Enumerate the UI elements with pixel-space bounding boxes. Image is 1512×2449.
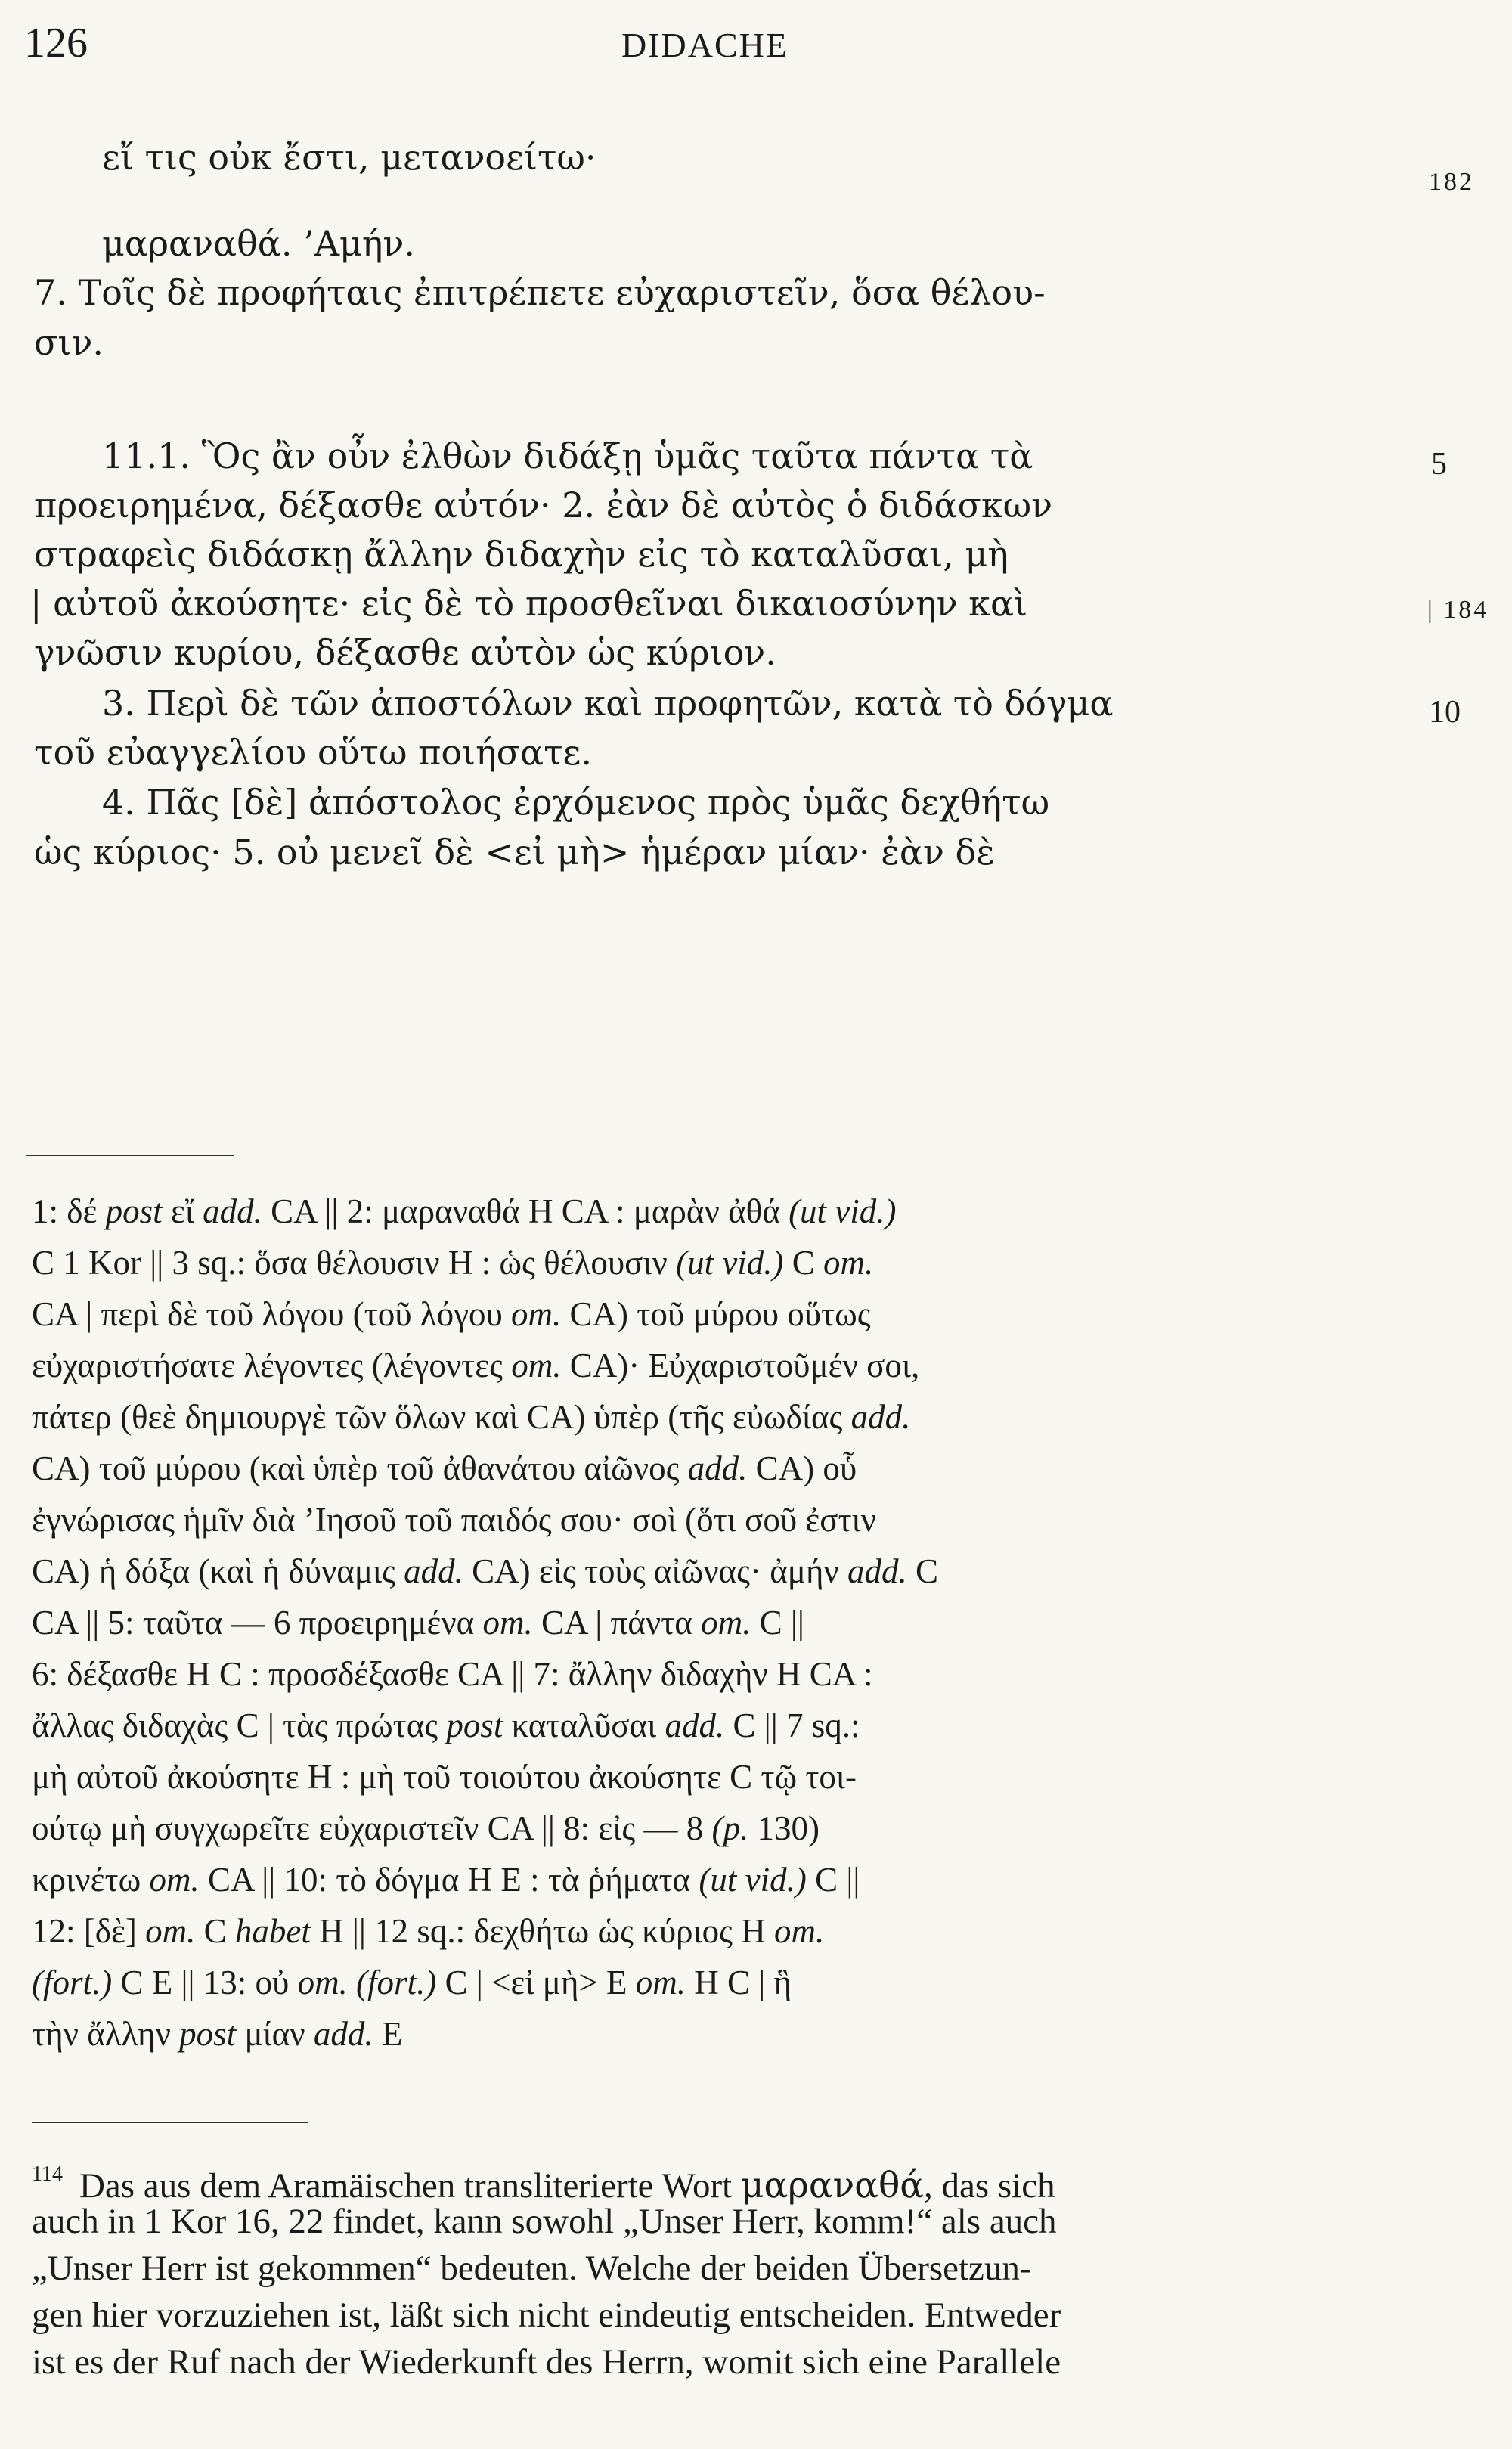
text-line <box>102 221 415 266</box>
text-segment: Das aus dem Aramäischen transliterierte Wort <box>79 2166 741 2206</box>
margin-line-number: 182 <box>1429 168 1474 196</box>
apparatus-line <box>32 1291 871 1337</box>
text-line <box>102 680 1113 726</box>
footnote-line <box>32 2246 1032 2291</box>
text-segment: gen hier vorzuziehen ist, läßt sich nicht eindeutig entscheiden. Entweder <box>32 2296 1061 2335</box>
text-line <box>34 320 104 365</box>
text-segment: εὐχαριστήσατε λέγοντες (λέγοντες <box>32 1347 512 1384</box>
text-segment: 3. Περὶ δὲ τῶν ἀποστόλων καὶ προφητῶν, κατὰ τὸ δόγμα <box>102 683 1114 724</box>
text-segment: C | <εἰ μὴ> E <box>436 1964 636 2001</box>
siglum-annotation: (ut vid.) <box>676 1244 784 1282</box>
text-segment: γνῶσιν κυρίου, δέξασθε αὐτὸν ὡς κύριον. <box>34 632 776 673</box>
text-segment: C E || 13: οὐ <box>112 1964 298 2001</box>
text-line <box>34 482 1052 528</box>
text-segment: εἴ τις οὐκ ἔστι, μετανοείτω· <box>102 137 596 178</box>
text-segment: καταλῦσαι <box>503 1707 665 1744</box>
margin-line-number: 5 <box>1431 447 1447 482</box>
text-segment: CA || 5: ταῦτα — 6 προειρημένα <box>32 1604 483 1641</box>
text-segment: 12: [δὲ] <box>32 1912 146 1950</box>
siglum-annotation: om. <box>774 1912 825 1950</box>
text-segment: C || <box>806 1861 860 1899</box>
text-segment: CA | πάντα <box>532 1604 702 1641</box>
apparatus-line <box>32 1651 872 1697</box>
text-segment: στραφεὶς διδάσκῃ ἄλλην διδαχὴν εἰς τὸ καταλῦσαι, μὴ <box>34 534 1009 575</box>
text-line <box>34 630 776 675</box>
margin-line-number: 10 <box>1429 695 1461 730</box>
siglum-annotation: (ut vid.) <box>699 1861 807 1899</box>
margin-line-number: | 184 <box>1427 596 1489 624</box>
text-segment: κρινέτω <box>32 1861 150 1899</box>
text-line <box>102 135 596 180</box>
text-segment: C || 7 sq.: <box>724 1707 860 1744</box>
siglum-annotation: add. <box>847 1552 907 1590</box>
siglum-annotation: (ut vid.) <box>789 1192 897 1230</box>
siglum-annotation: om. <box>635 1964 686 2001</box>
siglum-annotation: post <box>179 2015 237 2053</box>
footnote-line <box>32 2292 1061 2338</box>
text-line <box>34 829 995 875</box>
apparatus-line <box>32 1497 876 1542</box>
text-segment: H || 12 sq.: δεχθήτω ὡς κύριος H <box>310 1912 774 1950</box>
footnote-line <box>32 2339 1061 2385</box>
text-segment: 130) <box>748 1809 820 1847</box>
siglum-annotation: om. <box>823 1244 874 1282</box>
text-segment: 11.1. Ὃς ἂν οὖν ἐλθὼν διδάξῃ ὑμᾶς ταῦτα πάντα τὰ <box>102 436 1033 476</box>
text-line <box>34 532 1009 577</box>
text-segment: μαραναθά. ’Αμήν. <box>102 223 415 264</box>
horizontal-rule <box>26 1155 234 1156</box>
text-segment: , das sich <box>923 2166 1055 2206</box>
apparatus-line <box>32 1703 860 1748</box>
text-segment: ἐγνώρισας ἡμῖν διὰ ’Ιησοῦ τοῦ παιδός σου· σοὶ (ὅτι σοῦ ἐστιν <box>32 1501 877 1539</box>
text-segment: E <box>373 2015 403 2053</box>
text-segment: μαραναθά <box>740 2165 924 2206</box>
text-segment: | αὐτοῦ ἀκούσητε· εἰς δὲ τὸ προσθεῖναι δικαιοσύνην καὶ <box>30 583 1028 624</box>
text-segment: „Unser Herr ist gekommen“ bedeuten. Welche der beiden Übersetzun- <box>32 2249 1032 2288</box>
text-segment: C || <box>751 1604 804 1641</box>
text-segment: 1: δέ <box>32 1192 106 1230</box>
siglum-annotation: (fort.) <box>32 1964 113 2001</box>
text-segment: C 1 Kor || 3 sq.: ὅσα θέλουσιν H : ὡς θέλουσιν <box>32 1244 677 1282</box>
siglum-annotation: om. <box>145 1912 196 1950</box>
text-segment: ist es der Ruf nach der Wiederkunft des Herrn, womit sich eine Parallele <box>32 2342 1061 2382</box>
apparatus-line <box>32 1600 804 1645</box>
text-segment: CA || 2: μαραναθά H CA : μαρὰν ἀθά <box>262 1192 789 1230</box>
apparatus-line <box>32 1548 938 1594</box>
horizontal-rule <box>32 2122 308 2123</box>
apparatus-line <box>32 1857 860 1902</box>
text-segment: μὴ αὐτοῦ ἀκούσητε H : μὴ τοῦ τοιούτου ἀκούσητε C τῷ τοι- <box>32 1758 857 1796</box>
siglum-annotation: add. <box>203 1192 262 1230</box>
apparatus-line <box>32 1754 857 1800</box>
text-segment: CA)· Εὐχαριστοῦμέν σοι, <box>561 1347 920 1384</box>
text-segment: τὴν ἄλλην <box>32 2015 180 2053</box>
text-segment: C <box>906 1552 939 1590</box>
text-segment: σιν. <box>34 322 104 363</box>
apparatus-line <box>32 1343 919 1388</box>
text-line <box>30 581 1027 626</box>
siglum-annotation: om. (fort.) <box>297 1964 437 2001</box>
siglum-annotation: add. <box>850 1398 911 1436</box>
text-segment: CA) εἰς τοὺς αἰῶνας· ἀμήν <box>463 1552 848 1590</box>
text-segment: C <box>783 1244 824 1282</box>
siglum-annotation: add. <box>687 1449 748 1487</box>
text-segment: CA) τοῦ μύρου (καὶ ὑπὲρ τοῦ ἀθανάτου αἰῶνος <box>32 1449 688 1487</box>
apparatus-line <box>32 2011 402 2057</box>
footnote-line <box>32 2199 1057 2244</box>
text-segment: 7. Τοῖς δὲ προφήταις ἐπιτρέπετε εὐχαριστεῖν, ὅσα θέλου- <box>34 272 1046 313</box>
text-segment: CA) τοῦ μύρου οὕτως <box>561 1295 871 1333</box>
footnote-marker: 114 <box>32 2162 63 2186</box>
siglum-annotation: add. <box>313 2015 373 2053</box>
text-segment: ἄλλας διδαχὰς C | τὰς πρώτας <box>32 1707 447 1744</box>
text-segment: CA | περὶ δὲ τοῦ λόγου (τοῦ λόγου <box>32 1295 511 1333</box>
text-segment: εἴ <box>162 1192 203 1230</box>
text-segment: CA) οὗ <box>747 1449 857 1487</box>
siglum-annotation: om. <box>511 1347 562 1384</box>
apparatus-line <box>32 1446 857 1491</box>
apparatus-line <box>32 1240 873 1285</box>
text-segment: ὡς κύριος· 5. οὐ μενεῖ δὲ <εἰ μὴ> ἡμέραν μίαν· ἐὰν δὲ <box>34 832 995 873</box>
text-segment: ούτῳ μὴ συγχωρεῖτε εὐχαριστεῖν CA || 8: εἰς — 8 <box>32 1809 712 1847</box>
text-segment: CA) ἡ δόξα (καὶ ἡ δύναμις <box>32 1552 404 1590</box>
siglum-annotation: post <box>446 1707 503 1744</box>
page-number: 126 <box>24 20 88 67</box>
siglum-annotation: add. <box>404 1552 463 1590</box>
siglum-annotation: om. <box>482 1604 533 1641</box>
apparatus-line <box>32 1908 824 1954</box>
apparatus-line <box>32 1806 820 1851</box>
running-head <box>0 17 1512 70</box>
siglum-annotation: om. <box>511 1295 562 1333</box>
text-segment: H C | ἣ <box>686 1964 792 2001</box>
text-segment: 6: δέξασθε H C : προσδέξασθε CA || 7: ἄλλην διδαχὴν H CA : <box>32 1655 873 1693</box>
text-segment: προειρημένα, δέξασθε αὐτόν· 2. ἐὰν δὲ αὐτὸς ὁ διδάσκων <box>34 485 1053 525</box>
siglum-annotation: habet <box>234 1912 311 1950</box>
text-line <box>34 730 592 775</box>
text-segment: C <box>195 1912 235 1950</box>
text-segment: τοῦ εὐαγγελίου οὕτω ποιήσατε. <box>34 732 592 773</box>
siglum-annotation: post <box>105 1192 163 1230</box>
siglum-annotation: (p. <box>711 1809 749 1847</box>
running-title: DIDACHE <box>621 26 789 64</box>
text-line <box>102 780 1049 825</box>
apparatus-line <box>32 1960 792 2005</box>
text-line <box>34 270 1046 315</box>
text-segment: πάτερ (θεὲ δημιουργὲ τῶν ὅλων καὶ CA) ὑπὲρ (τῆς εὐωδίας <box>32 1398 851 1436</box>
siglum-annotation: om. <box>701 1604 751 1641</box>
text-segment: CA || 10: τὸ δόγμα H E : τὰ ῥήματα <box>199 1861 699 1899</box>
siglum-annotation: om. <box>149 1861 200 1899</box>
text-segment: auch in 1 Kor 16, 22 findet, kann sowohl „Unser Herr, komm!“ als auch <box>32 2202 1057 2241</box>
apparatus-line <box>32 1189 897 1234</box>
text-segment: 4. Πᾶς [δὲ] ἀπόστολος ἐρχόμενος πρὸς ὑμᾶς δεχθήτω <box>102 782 1050 823</box>
text-line <box>102 433 1033 479</box>
siglum-annotation: add. <box>665 1707 725 1744</box>
text-segment: μίαν <box>236 2015 314 2053</box>
apparatus-line <box>32 1394 910 1440</box>
